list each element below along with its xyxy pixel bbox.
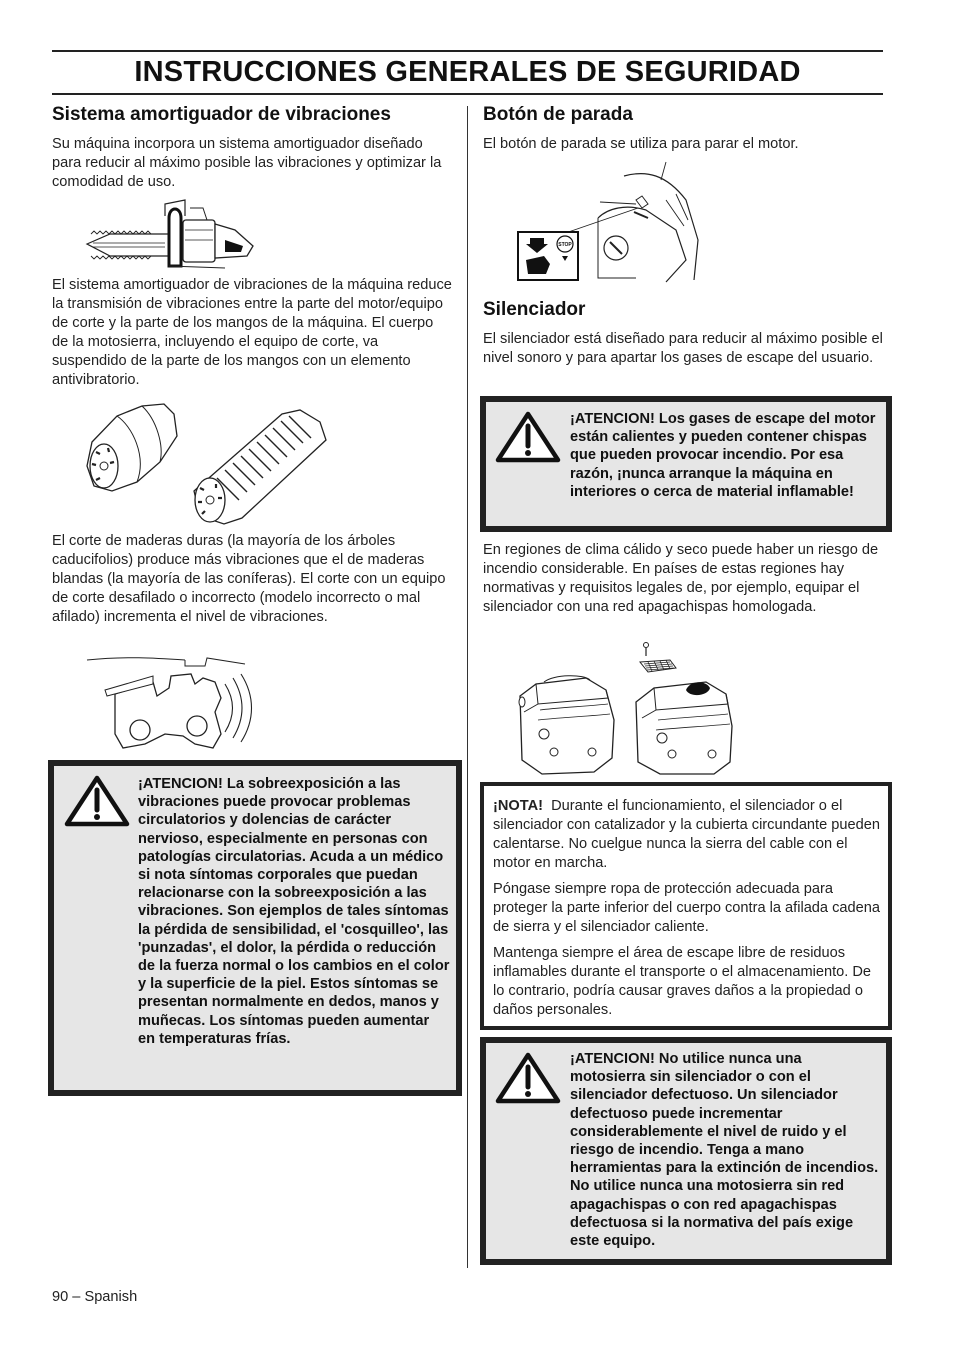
note-paragraph-3: Mantenga siempre el área de escape libre de residuos inflamables durante el transporte o el almacenamiento. De lo contrario, podría causar graves daños a la propiedad o daños personales. xyxy=(493,945,872,1018)
note-label: ¡NOTA! xyxy=(493,798,543,814)
stop-button-paragraph: El botón de parada se utiliza para parar el motor. xyxy=(483,136,799,152)
exhaust-warning-text: ¡ATENCION! Los gases de escape del motor están calientes y pueden contener chispas que pueden provocar incendio. Por esa razón, ¡nunca arranque la máquina en interiores o cerca de material inflamable! xyxy=(570,411,876,500)
page-footer: 90 – Spanish xyxy=(52,1289,138,1305)
warning-triangle-icon xyxy=(63,774,131,828)
warning-triangle-icon xyxy=(494,1051,562,1105)
warning-triangle-icon xyxy=(494,410,562,464)
note-paragraph-1-text: Durante el funcionamiento, el silenciador o el silenciador con catalizador y la cubierta circundante pueden calentarse. No cuelgue nunca la sierra del cable con el motor en marcha. xyxy=(493,798,880,871)
vibration-paragraph-2: El sistema amortiguador de vibraciones de la máquina reduce la transmisión de vibraciones entre la parte del motor/equipo de corte y la parte de los mangos de la máquina. El cuerpo de la motosierra, incluyendo el equipo de corte, va suspendido de la parte de los mangos con un elemento antivibratorio. xyxy=(52,277,452,388)
stop-icon-label: STOP xyxy=(558,242,572,248)
vibration-heading: Sistema amortiguador de vibraciones xyxy=(52,104,391,125)
header-bottom-rule xyxy=(52,93,883,95)
vibration-warning-inner xyxy=(54,766,456,1090)
page-title: INSTRUCCIONES GENERALES DE SEGURIDAD xyxy=(134,56,801,88)
defective-muffler-warning-inner xyxy=(486,1043,886,1259)
saw-chain-vibration-illustration xyxy=(85,654,275,754)
vibration-warning-box xyxy=(48,760,462,1096)
vibration-paragraph-1: Su máquina incorpora un sistema amortiguador diseñado para reducir al máximo posible las vibraciones y optimizar la comodidad de uso. xyxy=(52,136,442,190)
antivibration-elements-illustration xyxy=(82,396,332,526)
exhaust-warning-box xyxy=(480,396,892,532)
chainsaw-illustration xyxy=(85,196,260,272)
vibration-warning-text: ¡ATENCION! La sobreexposición a las vibraciones puede provocar problemas circulatorios y dolencias de carácter nervioso, especialmente en personas con patologías circulatorias. Acuda a un médico si nota síntomas corporales que puedan relacionarse con la sobreexposición a las vibraciones. Son ejemplos de tales síntomas la pérdida de sensibilidad, el 'cosquilleo', las 'punzadas', el dolor, la pérdida o reducción de la fuerza normal o los cambios en el color y la superficie de la piel. Estos síntomas se presentan normalmente en dedos, manos y muñecas. Los síntomas pueden aumentar en temperaturas frías. xyxy=(138,776,450,1047)
header-top-rule xyxy=(52,50,883,52)
note-paragraph-2: Póngase siempre ropa de protección adecuada para proteger la parte inferior del cuerpo contra la afilada cadena de sierra y el silenciador caliente. xyxy=(493,881,880,935)
muffler-paragraph-2: En regiones de clima cálido y seco puede haber un riesgo de incendio considerable. En países de estas regiones hay normativas y requisitos legales de, por ejemplo, equipar el silenciador con una red apagachispas homologada. xyxy=(483,542,879,615)
muffler-paragraph-1: El silenciador está diseñado para reducir al máximo posible el nivel sonoro y para apartar los gases de escape del usuario. xyxy=(483,331,883,366)
exhaust-warning-inner xyxy=(486,402,886,526)
muffler-note-box xyxy=(480,782,892,1030)
stop-button-heading: Botón de parada xyxy=(483,104,633,125)
note-paragraph-1 xyxy=(493,797,883,873)
stop-button-illustration xyxy=(516,160,706,284)
defective-muffler-warning-box xyxy=(480,1037,892,1265)
column-divider xyxy=(467,106,468,1268)
defective-muffler-warning-text: ¡ATENCION! No utilice nunca una motosierra sin silenciador o con el silenciador defectuoso. Un silenciador defectuoso puede incrementar considerablemente el nivel de ruido y el riesgo de incendio. Tenga a mano herramientas para la extinción de incendios. No utilice nunca una motosierra sin red apagachispas o con red apagachispas defectuosa si la normativa del país exige este equipo. xyxy=(570,1051,879,1250)
muffler-heading: Silenciador xyxy=(483,299,586,320)
muffler-illustration xyxy=(514,640,739,776)
vibration-paragraph-3: El corte de maderas duras (la mayoría de los árboles caducifolios) produce más vibraciones que el de maderas blandas (la mayoría de las coníferas). El corte con un equipo de corte desafilado o incorrecto (modelo incorrecto o mal afilado) incrementa el nivel de vibraciones. xyxy=(52,533,446,625)
